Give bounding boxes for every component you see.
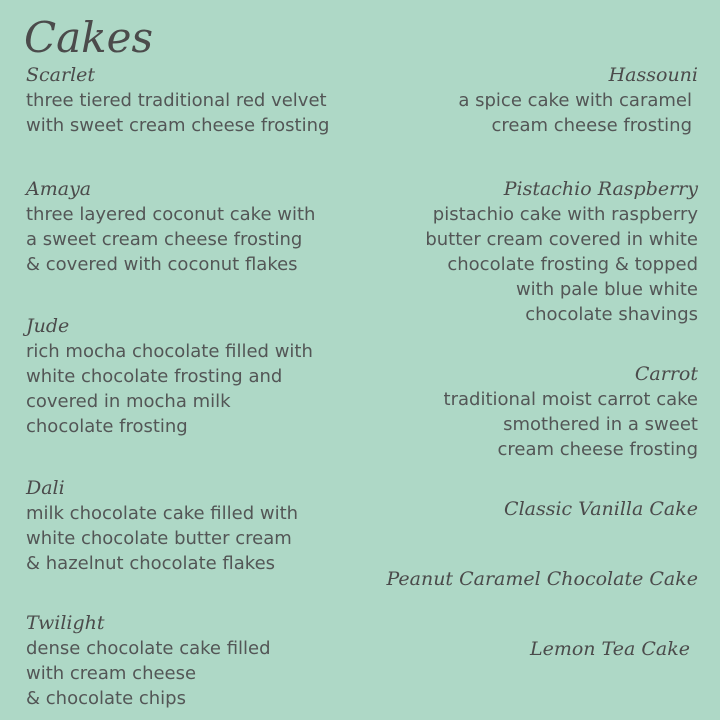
item-description: three tiered traditional red velvet with sweet cream cheese frosting (26, 90, 330, 136)
item-description: dense chocolate cake filled with cream cheese & chocolate chips (26, 638, 271, 709)
menu-item-peanut-caramel-chocolate-cake (378, 566, 698, 592)
item-description: milk chocolate cake filled with white chocolate butter cream & hazelnut chocolate flakes (26, 503, 299, 574)
menu-item-scarlet (26, 62, 366, 138)
menu-item-pistachio-raspberry (378, 176, 698, 327)
item-name: Twilight (26, 612, 105, 634)
item-description: a spice cake with caramel cream cheese frosting (458, 90, 692, 136)
item-name: Pistachio Raspberry (503, 178, 698, 200)
item-name: Carrot (634, 363, 698, 385)
menu-item-amaya (26, 176, 366, 277)
item-description: pistachio cake with raspberry butter cream covered in white chocolate frosting & topped with pale blue white chocolate shavings (425, 204, 698, 325)
menu-item-twilight (26, 610, 366, 711)
item-name: Classic Vanilla Cake (504, 498, 698, 520)
item-description: three layered coconut cake with a sweet cream cheese frosting & covered with coconut flakes (26, 204, 316, 275)
item-name: Jude (26, 315, 70, 337)
item-name: Hassouni (608, 64, 698, 86)
menu-item-lemon-tea-cake (378, 636, 698, 662)
menu-item-hassouni (378, 62, 698, 138)
item-name: Lemon Tea Cake (529, 638, 690, 660)
menu-item-classic-vanilla-cake (378, 496, 698, 522)
menu-item-jude (26, 313, 366, 439)
item-name: Dali (26, 477, 65, 499)
item-description: traditional moist carrot cake smothered in a sweet cream cheese frosting (443, 389, 698, 460)
item-name: Amaya (26, 178, 92, 200)
menu-item-carrot (378, 361, 698, 462)
page-title: Cakes (24, 13, 154, 62)
item-name: Scarlet (26, 64, 96, 86)
item-description: rich mocha chocolate filled with white chocolate frosting and covered in mocha milk chocolate frosting (26, 341, 313, 437)
menu-item-dali (26, 475, 366, 576)
item-name: Peanut Caramel Chocolate Cake (386, 568, 698, 590)
